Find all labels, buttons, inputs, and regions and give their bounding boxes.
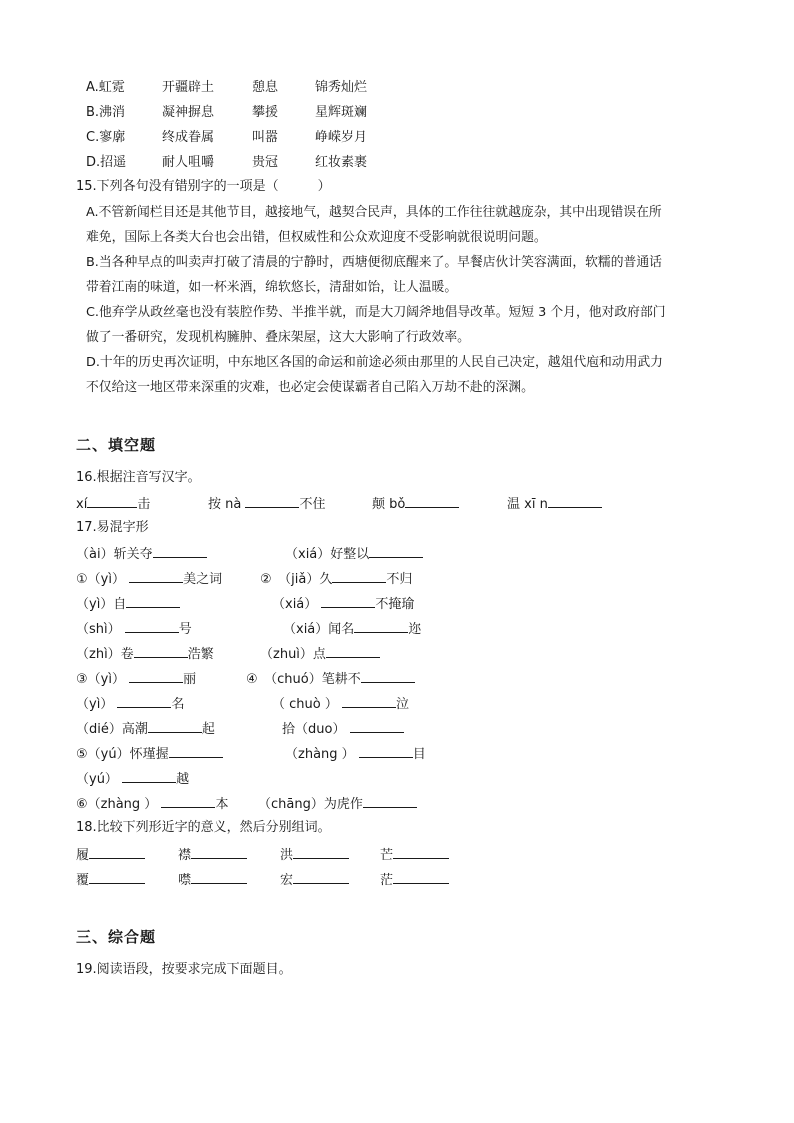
q18-char: 噤 — [178, 873, 192, 888]
answer-blank[interactable] — [169, 744, 223, 758]
q17-row9-left-text: ⑤（yú）怀瑾握 — [76, 747, 169, 762]
q17-row9-right — [285, 744, 426, 764]
q15-option-d-line2: 不仅给这一地区带来深重的灾难，也必定会使谋霸者自己陷入万劫不赴的深渊。 — [86, 380, 534, 395]
answer-blank[interactable] — [191, 845, 247, 859]
q14-option-b-word2: 凝神摒息 — [162, 105, 215, 120]
q17-row4-left — [76, 619, 192, 639]
answer-blank[interactable] — [87, 494, 137, 508]
q15-option-b-line2: 带着江南的味道，如一杯米酒，绵软悠长，清甜如饴，让人温暖。 — [86, 280, 458, 295]
q14-option-d-word3: 贵冠 — [252, 155, 279, 170]
q14-option-a-word2: 开疆辟土 — [162, 80, 215, 95]
answer-blank[interactable] — [122, 769, 176, 783]
q17-row11-left — [76, 794, 228, 814]
answer-blank[interactable] — [125, 619, 179, 633]
q17-row3-left-text: （yì）自 — [76, 597, 127, 612]
q17-row9-left — [76, 744, 223, 764]
q17-row5-right — [260, 644, 380, 664]
q17-row6-right — [246, 669, 415, 689]
q14-option-a-label: A.虹霓 — [86, 80, 125, 95]
answer-blank[interactable] — [161, 794, 215, 808]
q15-option-a-line1: A.不管新闻栏目还是其他节目，越接地气，越契合民声，具体的工作往往就越庞杂，其中出现错误在所 — [86, 205, 662, 220]
q18-cell — [280, 845, 349, 865]
q15-option-c-line1: C.他弃学从政丝毫也没有装腔作势、半推半就，而是大刀阔斧地倡导改革。短短 3 个月，他对政府部门 — [86, 305, 666, 320]
q19-stem: 19.阅读语段，按要求完成下面题目。 — [76, 962, 292, 977]
q16-item-1-pinyin: xí — [76, 497, 88, 512]
q14-option-d-word4: 红妆素裹 — [315, 155, 368, 170]
answer-blank[interactable] — [369, 544, 423, 558]
q17-row1-right — [285, 544, 423, 564]
q16-item-2-char: 不住 — [299, 497, 326, 512]
q17-row1-left — [76, 544, 207, 564]
q18-cell — [76, 845, 145, 865]
answer-blank[interactable] — [332, 569, 386, 583]
q17-row2-left-text: ①（yì） — [76, 572, 125, 587]
q17-stem: 17.易混字形 — [76, 520, 149, 535]
q17-row2-right — [260, 569, 412, 589]
q18-char: 履 — [76, 848, 90, 863]
q14-option-d-word2: 耐人咀嚼 — [162, 155, 215, 170]
q14-option-c-word3: 叫嚣 — [252, 130, 279, 145]
q14-option-a-word4: 锦秀灿烂 — [315, 80, 368, 95]
q18-char: 茫 — [380, 873, 394, 888]
q18-char: 芒 — [380, 848, 394, 863]
q17-row3-left — [76, 594, 180, 614]
answer-blank[interactable] — [326, 644, 380, 658]
answer-blank[interactable] — [393, 845, 449, 859]
q16-item-4-pinyin: 温 xī n — [507, 497, 548, 512]
answer-blank[interactable] — [354, 619, 408, 633]
q14-option-b-word4: 星辉斑斓 — [315, 105, 368, 120]
q17-row4-left-text: （shì） — [76, 622, 121, 637]
q16-item-3 — [372, 494, 459, 514]
q17-row2-right-suffix: 不归 — [386, 572, 413, 587]
q17-row5-left-text: （zhì）卷 — [76, 647, 134, 662]
q17-row8-right-text: 拾（duo） — [282, 722, 346, 737]
q17-row8-left — [76, 719, 215, 739]
q17-row11-left-suffix: 本 — [215, 797, 229, 812]
q15-option-c-line2: 做了一番研究，发现机构臃肿、叠床架屋，这大大影响了行政效率。 — [86, 330, 470, 345]
q17-row5-left-suffix: 浩繁 — [187, 647, 214, 662]
q18-char: 宏 — [280, 873, 294, 888]
answer-blank[interactable] — [405, 494, 459, 508]
q18-char: 洪 — [280, 848, 294, 863]
section-heading-fill-in: 二、填空题 — [76, 436, 157, 454]
q17-row5-left — [76, 644, 214, 664]
q16-item-3-pinyin: 颠 bǒ — [372, 497, 406, 512]
q17-row4-right-text: （xiá）闻名 — [283, 622, 355, 637]
q18-cell — [280, 870, 349, 890]
q15-option-a-line2: 难免，国际上各类大台也会出错，但权威性和公众欢迎度不受影响就很说明问题。 — [86, 230, 547, 245]
q17-row11-right — [258, 794, 417, 814]
q17-row3-right-suffix: 不掩瑜 — [375, 597, 415, 612]
answer-blank[interactable] — [129, 569, 183, 583]
q17-row7-right-suffix: 泣 — [396, 697, 410, 712]
q17-row3-right-text: （xiá） — [272, 597, 318, 612]
answer-blank[interactable] — [363, 794, 417, 808]
answer-blank[interactable] — [89, 845, 145, 859]
answer-blank[interactable] — [153, 544, 207, 558]
q15-stem: 15.下列各句没有错别字的一项是（ ） — [76, 179, 331, 194]
q14-option-c-word4: 峥嵘岁月 — [315, 130, 368, 145]
q14-option-a-word3: 憩息 — [252, 80, 279, 95]
q17-row10-left — [76, 769, 189, 789]
section-heading-comprehensive: 三、综合题 — [76, 928, 157, 946]
q17-row7-left-suffix: 名 — [171, 697, 185, 712]
answer-blank[interactable] — [129, 669, 183, 683]
answer-blank[interactable] — [191, 870, 247, 884]
q17-row6-right-text: ④ （chuó）笔耕不 — [246, 672, 361, 687]
q18-char: 覆 — [76, 873, 90, 888]
answer-blank[interactable] — [134, 644, 188, 658]
q16-stem: 16.根据注音写汉字。 — [76, 470, 201, 485]
q16-item-2-pinyin: 按 nà — [208, 497, 242, 512]
answer-blank[interactable] — [321, 594, 375, 608]
q14-option-b-label: B.沸消 — [86, 105, 126, 120]
q18-stem: 18.比较下列形近字的意义，然后分别组词。 — [76, 820, 331, 835]
q18-cell — [178, 870, 247, 890]
q17-row3-right — [272, 594, 414, 614]
answer-blank[interactable] — [350, 719, 404, 733]
answer-blank[interactable] — [342, 694, 396, 708]
answer-blank[interactable] — [361, 669, 415, 683]
q17-row8-left-text: （dié）高潮 — [76, 722, 148, 737]
q16-item-2 — [208, 494, 326, 514]
q16-item-1 — [76, 494, 150, 514]
q17-row1-right-text: （xiá）好整以 — [285, 547, 370, 562]
q17-row4-right — [283, 619, 421, 639]
q18-char: 襟 — [178, 848, 192, 863]
q17-row6-left-suffix: 丽 — [183, 672, 197, 687]
q18-cell — [76, 870, 145, 890]
answer-blank[interactable] — [117, 694, 171, 708]
q17-row8-left-suffix: 起 — [201, 722, 215, 737]
q17-row6-left — [76, 669, 196, 689]
q17-row2-left — [76, 569, 222, 589]
q17-row11-right-text: （chāng）为虎作 — [258, 797, 363, 812]
q17-row7-left-text: （yì） — [76, 697, 114, 712]
q14-option-b-word3: 攀援 — [252, 105, 279, 120]
q15-option-d-line1: D.十年的历史再次证明，中东地区各国的命运和前途必须由那里的人民自己决定，越俎代庖和动用武力 — [86, 355, 663, 370]
answer-blank[interactable] — [148, 719, 202, 733]
q17-row11-left-text: ⑥（zhàng ） — [76, 797, 158, 812]
answer-blank[interactable] — [548, 494, 602, 508]
answer-blank[interactable] — [89, 870, 145, 884]
q14-option-c-word2: 终成眷属 — [162, 130, 215, 145]
q17-row1-left-text: （ài）斩关夺 — [76, 547, 153, 562]
q17-row4-right-suffix: 迩 — [408, 622, 422, 637]
q14-option-d-label: D.招遥 — [86, 155, 127, 170]
q17-row2-left-suffix: 美之词 — [183, 572, 223, 587]
q16-item-4 — [507, 494, 602, 514]
q17-row8-right — [282, 719, 404, 739]
q17-row9-right-suffix: 目 — [412, 747, 426, 762]
q16-item-1-char: 击 — [137, 497, 151, 512]
answer-blank[interactable] — [293, 870, 349, 884]
answer-blank[interactable] — [293, 845, 349, 859]
q17-row7-left — [76, 694, 184, 714]
answer-blank[interactable] — [393, 870, 449, 884]
q18-cell — [380, 845, 449, 865]
answer-blank[interactable] — [245, 494, 299, 508]
answer-blank[interactable] — [126, 594, 180, 608]
q18-cell — [178, 845, 247, 865]
q17-row6-left-text: ③（yì） — [76, 672, 125, 687]
q17-row10-left-text: （yú） — [76, 772, 118, 787]
q18-cell — [380, 870, 449, 890]
q17-row5-right-text: （zhuì）点 — [260, 647, 326, 662]
q17-row2-right-text: ② （jiǎ）久 — [260, 572, 333, 587]
q15-option-b-line1: B.当各种早点的叫卖声打破了清晨的宁静时，西塘便彻底醒来了。早餐店伙计笑容满面，软糯的普通话 — [86, 255, 662, 270]
q17-row7-right — [272, 694, 409, 714]
answer-blank[interactable] — [359, 744, 413, 758]
q14-option-c-label: C.寥廓 — [86, 130, 126, 145]
q17-row4-left-suffix: 号 — [178, 622, 192, 637]
q17-row7-right-text: （ chuò ） — [272, 697, 338, 712]
q17-row10-left-suffix: 越 — [176, 772, 190, 787]
q17-row9-right-text: （zhàng ） — [285, 747, 355, 762]
